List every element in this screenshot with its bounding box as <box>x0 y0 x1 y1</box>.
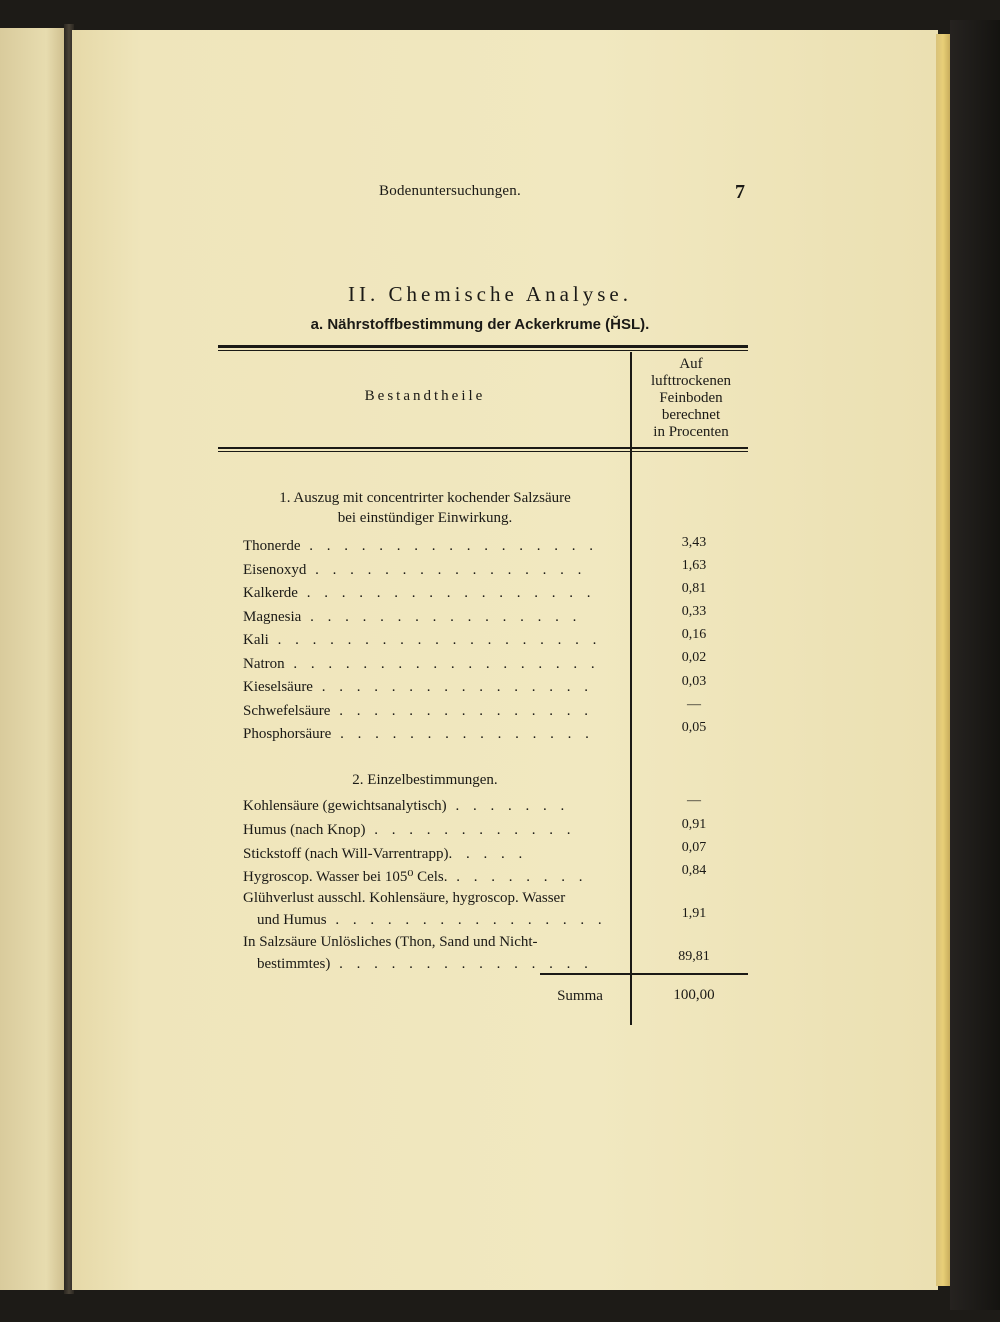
table-row-label: Phosphorsäure . . . . . . . . . . . . . . . <box>243 726 594 742</box>
column-header-procenten <box>634 356 748 441</box>
row-label-line: und Humus . . . . . . . . . . . . . . . . <box>257 912 607 928</box>
table-row-label: Kieselsäure . . . . . . . . . . . . . . . . <box>243 679 593 695</box>
column-divider <box>630 352 632 1025</box>
table-row-value: 0,16 <box>681 627 707 642</box>
running-head: Bodenuntersuchungen. <box>379 183 521 199</box>
table-row-value: 89,81 <box>678 949 710 964</box>
column-header-bestandtheile: Bestandtheile <box>364 388 486 404</box>
table-row-label: Schwefelsäure . . . . . . . . . . . . . . . <box>243 703 593 719</box>
table-row-value: — <box>687 793 701 808</box>
group2-title: 2. Einzelbestimmungen. <box>352 772 498 788</box>
facing-page-edge <box>0 28 66 1290</box>
page-number: 7 <box>735 181 745 203</box>
column-header-line: Auf <box>679 356 703 372</box>
table-top-rule <box>218 345 748 348</box>
table-row-value: 0,81 <box>681 581 707 596</box>
table-row-value: 1,91 <box>681 906 707 921</box>
table-row-label: Natron . . . . . . . . . . . . . . . . . . <box>243 656 600 672</box>
group1-title-line: bei einstündiger Einwirkung. <box>337 510 513 526</box>
column-header-line: berechnet <box>661 407 721 423</box>
table-row-value: 0,84 <box>681 863 707 878</box>
book-cover-edge <box>950 20 1000 1310</box>
table-row-label: Kalkerde . . . . . . . . . . . . . . . . . <box>243 585 596 601</box>
table-row-value: 0,07 <box>681 840 707 855</box>
table-row-value: 0,05 <box>681 720 707 735</box>
table-row-label <box>243 931 618 975</box>
section-subtitle: a. Nährstoffbestimmung der Ackerkrume (ȞSL). <box>310 316 650 333</box>
column-header-line: Feinboden <box>659 390 723 406</box>
table-row-value: 0,03 <box>681 674 707 689</box>
summa-label: Summa <box>557 988 603 1004</box>
row-label-line: bestimmtes) . . . . . . . . . . . . . . . <box>257 956 593 972</box>
table-top-rule-thin <box>218 350 748 351</box>
row-label-line: In Salzsäure Unlösliches (Thon, Sand und Nicht- <box>243 934 538 950</box>
header-bottom-rule <box>218 447 748 449</box>
row-label-line: Glühverlust ausschl. Kohlensäure, hygroscop. Wasser <box>243 890 566 906</box>
group1-title <box>230 488 620 528</box>
table-row-value: 0,91 <box>681 817 707 832</box>
column-header-line: lufttrockenen <box>651 373 731 389</box>
table-row-label: Kohlensäure (gewichtsanalytisch) . . . . . . . <box>243 798 570 814</box>
table-row-label: Eisenoxyd . . . . . . . . . . . . . . . . <box>243 562 587 578</box>
column-header-line: in Procenten <box>653 424 729 440</box>
table-row-label: Magnesia . . . . . . . . . . . . . . . . <box>243 609 582 625</box>
table-row-label: Stickstoff (nach Will-Varrentrapp). . . . . <box>243 846 528 862</box>
summa-value: 100,00 <box>673 987 715 1003</box>
page-stack-edge <box>936 34 950 1286</box>
table-row-label: Hygroscop. Wasser bei 105⁰ Cels. . . . . . . . . <box>243 869 588 885</box>
table-row-label <box>243 887 618 931</box>
table-row-value: 1,63 <box>681 558 707 573</box>
table-row-value: 0,02 <box>681 650 707 665</box>
table-row-value: 0,33 <box>681 604 707 619</box>
header-bottom-rule-thin <box>218 451 748 452</box>
section-title: II. Chemische Analyse. <box>348 282 632 306</box>
table-row-value: — <box>687 697 701 712</box>
table-row-label: Thonerde . . . . . . . . . . . . . . . . . <box>243 538 598 554</box>
group1-title-line: 1. Auszug mit concentrirter kochender Salzsäure <box>279 490 571 506</box>
table-row-value: 3,43 <box>681 535 707 550</box>
table-row-label: Humus (nach Knop) . . . . . . . . . . . . <box>243 822 576 838</box>
table-row-label: Kali . . . . . . . . . . . . . . . . . . . <box>243 632 602 648</box>
